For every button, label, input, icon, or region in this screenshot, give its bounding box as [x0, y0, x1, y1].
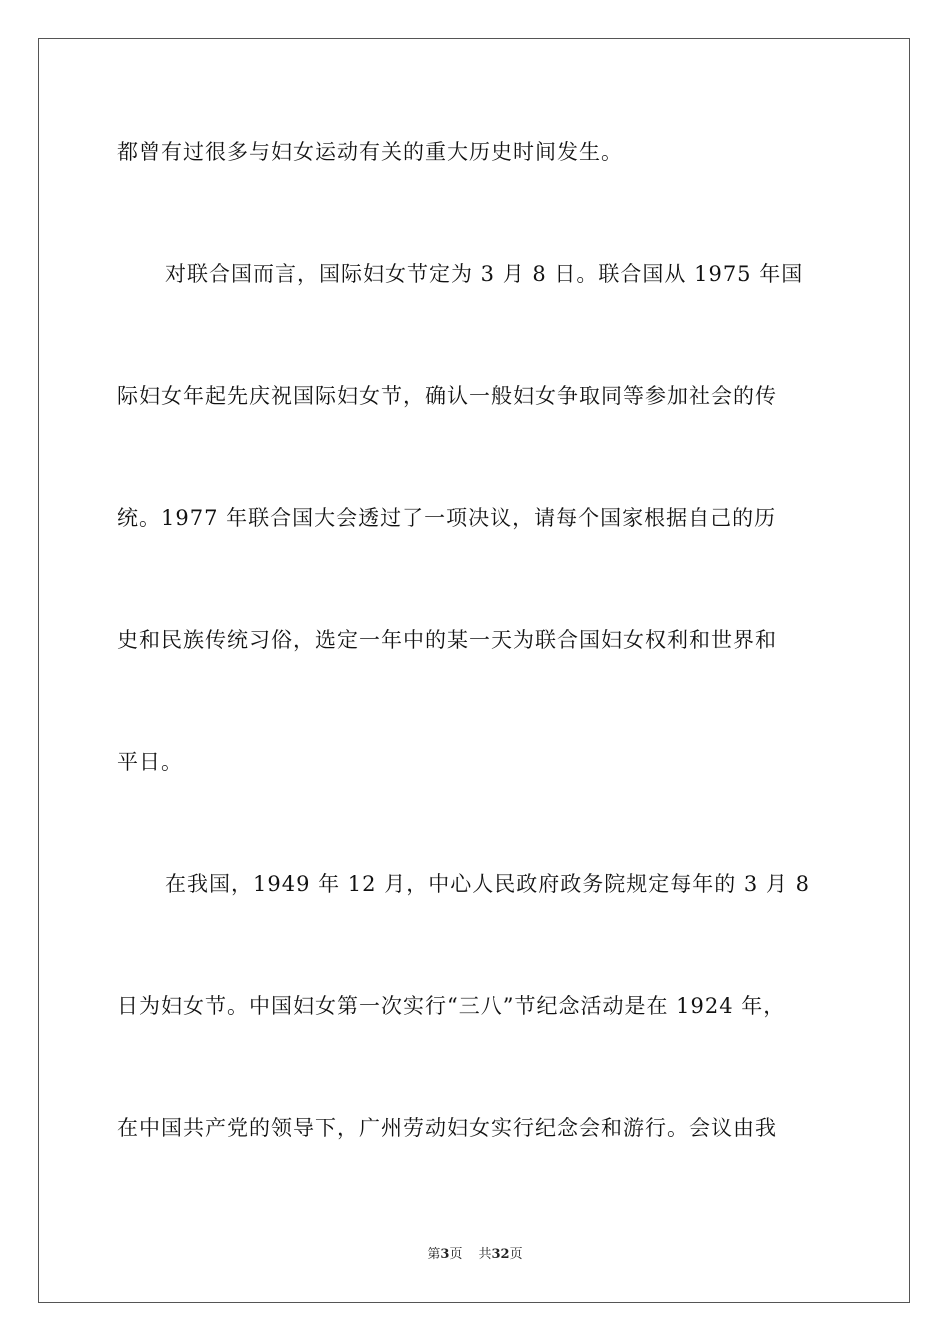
text-line-5: 史和民族传统习俗，选定一年中的某一天为联合国妇女权利和世界和: [117, 628, 777, 652]
page-suffix: 页: [449, 1247, 463, 1262]
text-line-1: 都曾有过很多与妇女运动有关的重大历史时间发生。: [117, 140, 623, 164]
text-line-2: 对联合国而言，国际妇女节定为 3 月 8 日。联合国从 1975 年国: [165, 262, 804, 286]
page-prefix: 第: [427, 1247, 441, 1262]
text-line-8: 日为妇女节。中国妇女第一次实行“三八”节纪念活动是在 1924 年，: [117, 994, 786, 1018]
page-number: 3: [440, 1247, 450, 1262]
total-prefix: 共: [478, 1247, 492, 1262]
text-line-4: 统。1977 年联合国大会透过了一项决议，请每个国家根据自己的历: [117, 506, 777, 530]
text-line-7: 在我国，1949 年 12 月，中心人民政府政务院规定每年的 3 月 8: [165, 872, 810, 896]
text-line-6: 平日。: [117, 750, 183, 774]
page-footer: [0, 1246, 950, 1264]
text-line-3: 际妇女年起先庆祝国际妇女节，确认一般妇女争取同等参加社会的传: [117, 384, 777, 408]
text-line-9: 在中国共产党的领导下，广州劳动妇女实行纪念会和游行。会议由我: [117, 1116, 777, 1140]
total-pages: 32: [491, 1247, 510, 1262]
total-suffix: 页: [509, 1247, 523, 1262]
